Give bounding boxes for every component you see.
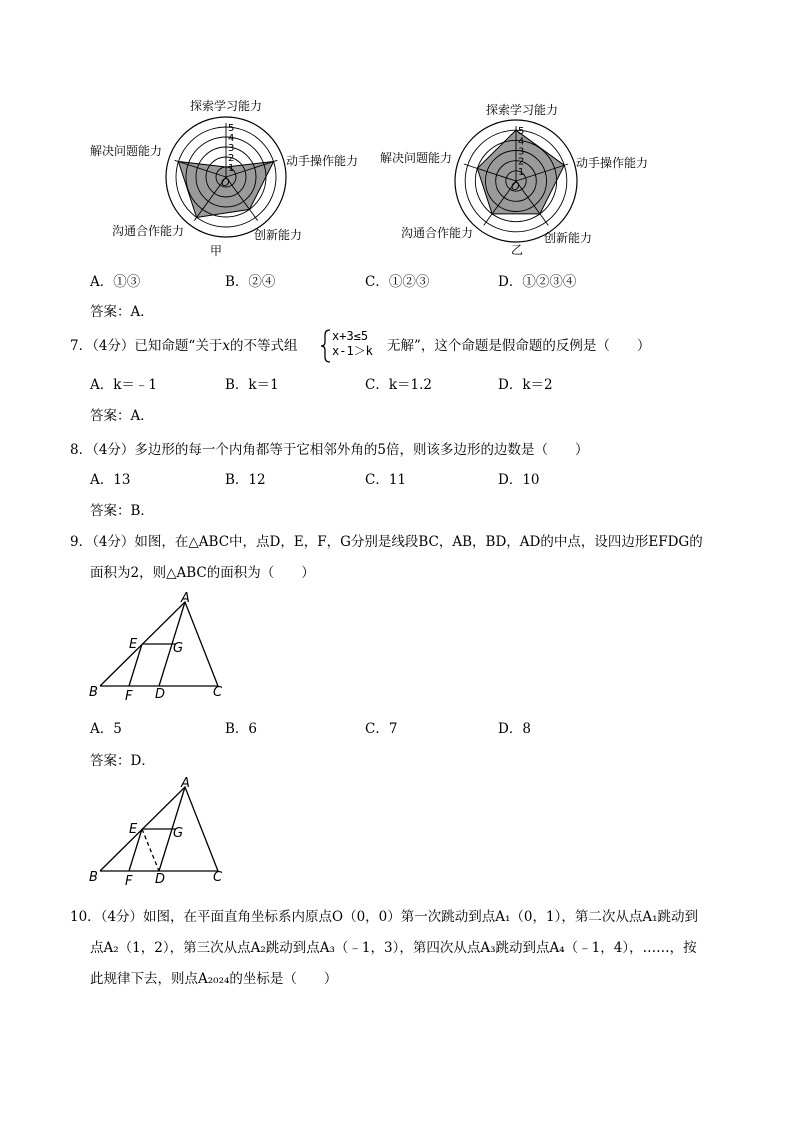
fig-label-C: C (213, 685, 223, 700)
q9-option-a[interactable]: A．5 (90, 721, 122, 737)
radar-caption: 乙 (511, 243, 524, 257)
q10-line1: 10．（4分）如图，在平面直角坐标系内原点O（0，0）第一次跳动到点A₁（0，1），第二次从点A₁跳动到 (70, 909, 699, 925)
q7-inequality-system (332, 329, 373, 359)
q8-answer: 答案：B． (90, 503, 154, 519)
q7-stem-before: 7．（4分）已知命题“关于 (70, 338, 223, 354)
radar-axis-top-label: 探索学习能力 (189, 99, 263, 113)
brace-icon (320, 329, 332, 363)
q9-solution-figure (85, 775, 235, 887)
q9-answer: 答案：D． (90, 753, 155, 769)
fig-label-A: A (181, 591, 190, 606)
radar-axis-bottom-right-label: 创新能力 (544, 231, 593, 245)
q6-option-a[interactable]: A．①③ (90, 274, 141, 290)
radar-center-label: O (221, 176, 230, 189)
q7-inequality-2: x-1＞k (332, 344, 373, 358)
radar-tick-label: 1 (228, 163, 235, 174)
q7-inequality-1: x+3≤5 (332, 329, 369, 343)
fig-label-E: E (129, 822, 138, 837)
radar-center-label: O (511, 180, 520, 193)
q8-option-d[interactable]: D．10 (498, 472, 540, 488)
radar-chart-yi (375, 97, 665, 262)
q6-option-d[interactable]: D．①②③④ (498, 274, 577, 290)
q8-option-b[interactable]: B．12 (225, 472, 266, 488)
q7-stem-mid: 的不等式组 (229, 338, 298, 354)
q7-stem (70, 334, 297, 354)
q10-line2: 点A₂（1，2），第三次从点A₂跳动到点A₃（﹣1，3），第四次从点A₃跳动到点A₄（﹣1，4），……，按 (90, 940, 697, 956)
radar-axis-left-label: 解决问题能力 (380, 151, 453, 165)
radar-tick-label: 4 (228, 133, 235, 144)
radar-axis-left-label: 解决问题能力 (90, 144, 163, 158)
radar-tick-label: 3 (228, 143, 235, 154)
q7-option-a[interactable]: A．k＝﹣1 (90, 377, 158, 393)
radar-tick-label: 4 (518, 136, 525, 148)
q7-option-c[interactable]: C．k＝1.2 (365, 377, 432, 393)
q7-option-b[interactable]: B．k＝1 (225, 377, 279, 393)
q7-stem-after: 无解”，这个命题是假命题的反例是（ ） (387, 338, 651, 354)
q9-stem-line1: 9．（4分）如图，在△ABC中，点D，E，F，G分别是线段BC，AB，BD，AD的中点，设四边形EFDG的 (70, 534, 703, 550)
fig-label-F: F (125, 874, 133, 889)
radar-axis-right-label: 动手操作能力 (286, 154, 359, 168)
q10-line3: 此规律下去，则点A₂₀₂₄的坐标是（ ） (90, 971, 338, 987)
radar-axis-bottom-right-label: 创新能力 (254, 228, 303, 242)
fig-label-C: C (213, 870, 223, 885)
radar-tick-label: 1 (518, 166, 525, 178)
fig-label-F: F (125, 689, 133, 704)
q6-option-c[interactable]: C．①②③ (365, 274, 430, 290)
fig-label-A: A (181, 776, 190, 791)
q9-option-c[interactable]: C．7 (365, 721, 398, 737)
radar-tick-label: 5 (518, 126, 525, 138)
radar-axis-top-label: 探索学习能力 (485, 103, 559, 117)
q9-stem-line2: 面积为2，则△ABC的面积为（ ） (90, 565, 315, 581)
q8-option-c[interactable]: C．11 (365, 472, 407, 488)
fig-label-G: G (173, 641, 184, 656)
fig-label-B: B (89, 870, 98, 885)
q8-option-a[interactable]: A．13 (90, 472, 131, 488)
q7-option-d[interactable]: D．k＝2 (498, 377, 553, 393)
fig-label-D: D (155, 872, 166, 887)
fig-label-D: D (155, 687, 166, 702)
fig-label-G: G (173, 826, 184, 841)
fig-label-E: E (129, 637, 138, 652)
q9-option-b[interactable]: B．6 (225, 721, 258, 737)
radar-tick-label: 3 (518, 146, 525, 158)
fig-label-B: B (89, 685, 98, 700)
radar-axis-right-label: 动手操作能力 (576, 156, 649, 170)
q6-answer: 答案：A． (90, 304, 154, 320)
radar-tick-label: 5 (228, 123, 235, 134)
q7-var: x (222, 338, 230, 354)
radar-chart-jia (80, 95, 359, 260)
radar-tick-label: 2 (518, 156, 525, 168)
q6-option-b[interactable]: B．②④ (225, 274, 276, 290)
radar-axis-bottom-left-label: 沟通合作能力 (112, 224, 185, 238)
radar-caption: 甲 (210, 244, 223, 258)
radar-axis-bottom-left-label: 沟通合作能力 (401, 226, 474, 240)
radar-tick-label: 2 (228, 153, 235, 164)
q9-option-d[interactable]: D．8 (498, 721, 531, 737)
q9-triangle-figure (85, 590, 235, 702)
q7-answer: 答案：A． (90, 408, 154, 424)
q8-stem: 8．（4分）多边形的每一个内角都等于它相邻外角的5倍，则该多边形的边数是（ ） (70, 442, 589, 458)
